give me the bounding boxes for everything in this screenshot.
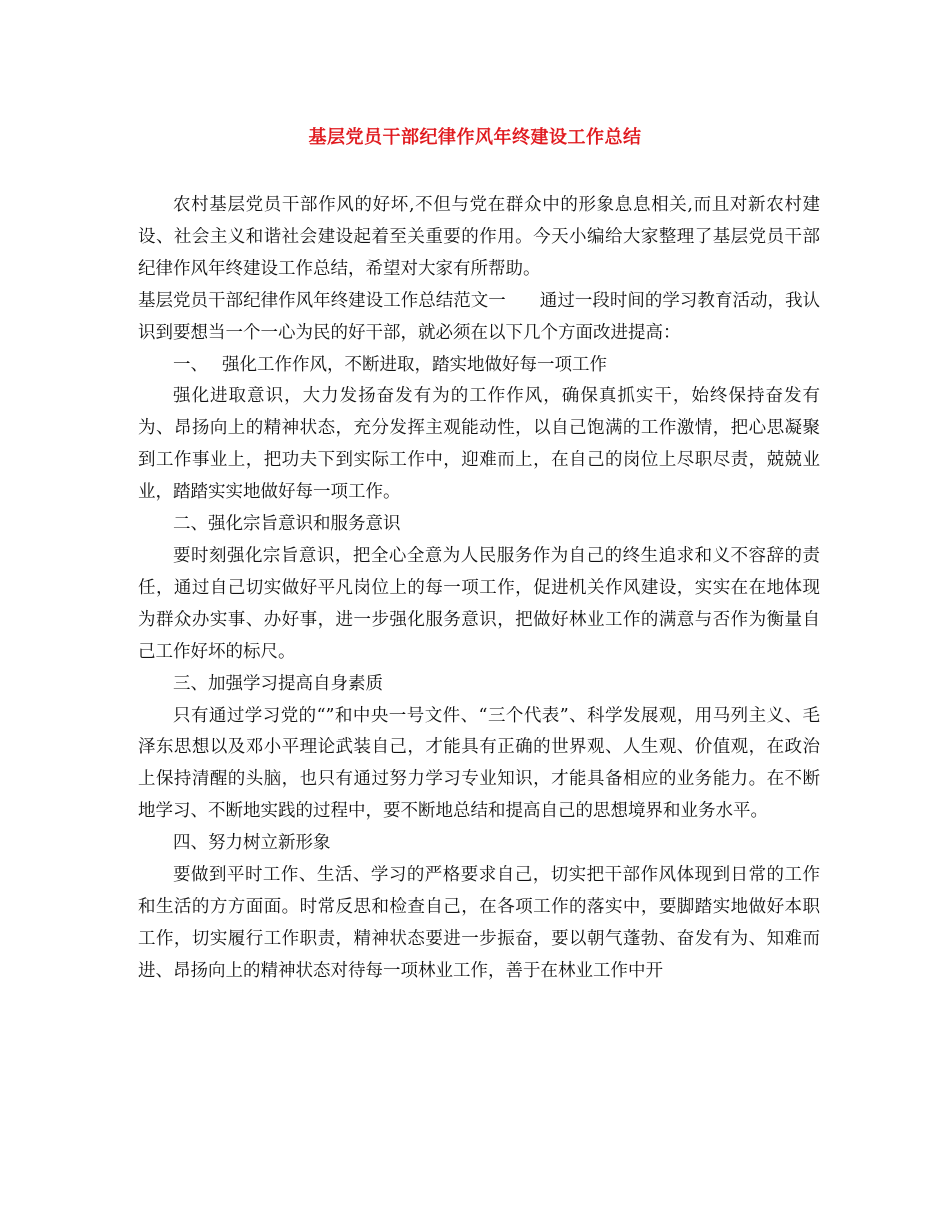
sample-paragraph: [138, 286, 820, 350]
section-number: 四、: [173, 833, 208, 854]
intro-paragraph: 农村基层党员干部作风的好坏,不但与党在群众中的形象息息相关,而且对新农村建设、社会主义和谐社会建设起着至关重要的作用。今天小编给大家整理了基层党员干部纪律作风年终建设工作总结，希望对大家有所帮助。: [138, 195, 820, 279]
section-body-1: 强化进取意识，大力发扬奋发有为的工作作风，确保真抓实干，始终保持奋发有为、昂扬向上的精神状态，充分发挥主观能动性，以自己饱满的工作激情，把心思凝聚到工作事业上，把功夫下到实际工作中，迎难而上，在自己的岗位上尽职尽责，兢兢业业，踏踏实实地做好每一项工作。: [138, 386, 820, 503]
section-body-4: 要做到平时工作、生活、学习的严格要求自己，切实把干部作风体现到日常的工作和生活的方方面面。时常反思和检查自己，在各项工作的落实中，要脚踏实地做好本职工作，切实履行工作职责，精神状态要进一步振奋，要以朝气蓬勃、奋发有为、知难而进、昂扬向上的精神状态对待每一项林业工作，善于在林业工作中开: [138, 865, 820, 981]
section-number: 二、: [173, 514, 208, 535]
document-title: 基层党员干部纪律作风年终建设工作总结: [308, 127, 642, 148]
section-heading-text: 强化宗旨意识和服务意识: [208, 514, 401, 535]
section-heading-1: [138, 350, 820, 382]
section-heading-text: 努力树立新形象: [208, 833, 331, 854]
sample-label: 基层党员干部纪律作风年终建设工作总结范文一: [138, 290, 506, 311]
sample-lead: 通过一段时间的学习教育活动，我认识到要想当一个一心为民的好干部，就必须在以下几个方面改进提高：: [138, 290, 821, 343]
section-heading-2: [138, 509, 820, 541]
section-heading-text: 强化工作作风，不断进取，踏实地做好每一项工作: [222, 354, 607, 375]
section-body-2: 要时刻强化宗旨意识，把全心全意为人民服务作为自己的终生追求和义不容辞的责任，通过自己切实做好平凡岗位上的每一项工作，促进机关作风建设，实实在在地体现为群众办实事、办好事，进一步强化服务意识，把做好林业工作的满意与否作为衡量自己工作好坏的标尺。: [138, 545, 820, 662]
section-number: 一、: [173, 354, 208, 375]
section-number: 三、: [173, 673, 208, 694]
document-body: [138, 190, 820, 988]
section-heading-text: 加强学习提高自身素质: [208, 673, 383, 694]
section-heading-4: [138, 828, 820, 860]
section-heading-3: [138, 669, 820, 701]
section-body-3: 只有通过学习党的“”和中央一号文件、“三个代表”、科学发展观，用马列主义、毛泽东思想以及邓小平理论武装自己，才能具有正确的世界观、人生观、价值观，在政治上保持清醒的头脑，也只有通过努力学习专业知识，才能具备相应的业务能力。在不断地学习、不断地实践的过程中，要不断地总结和提高自己的思想境界和业务水平。: [138, 705, 820, 822]
